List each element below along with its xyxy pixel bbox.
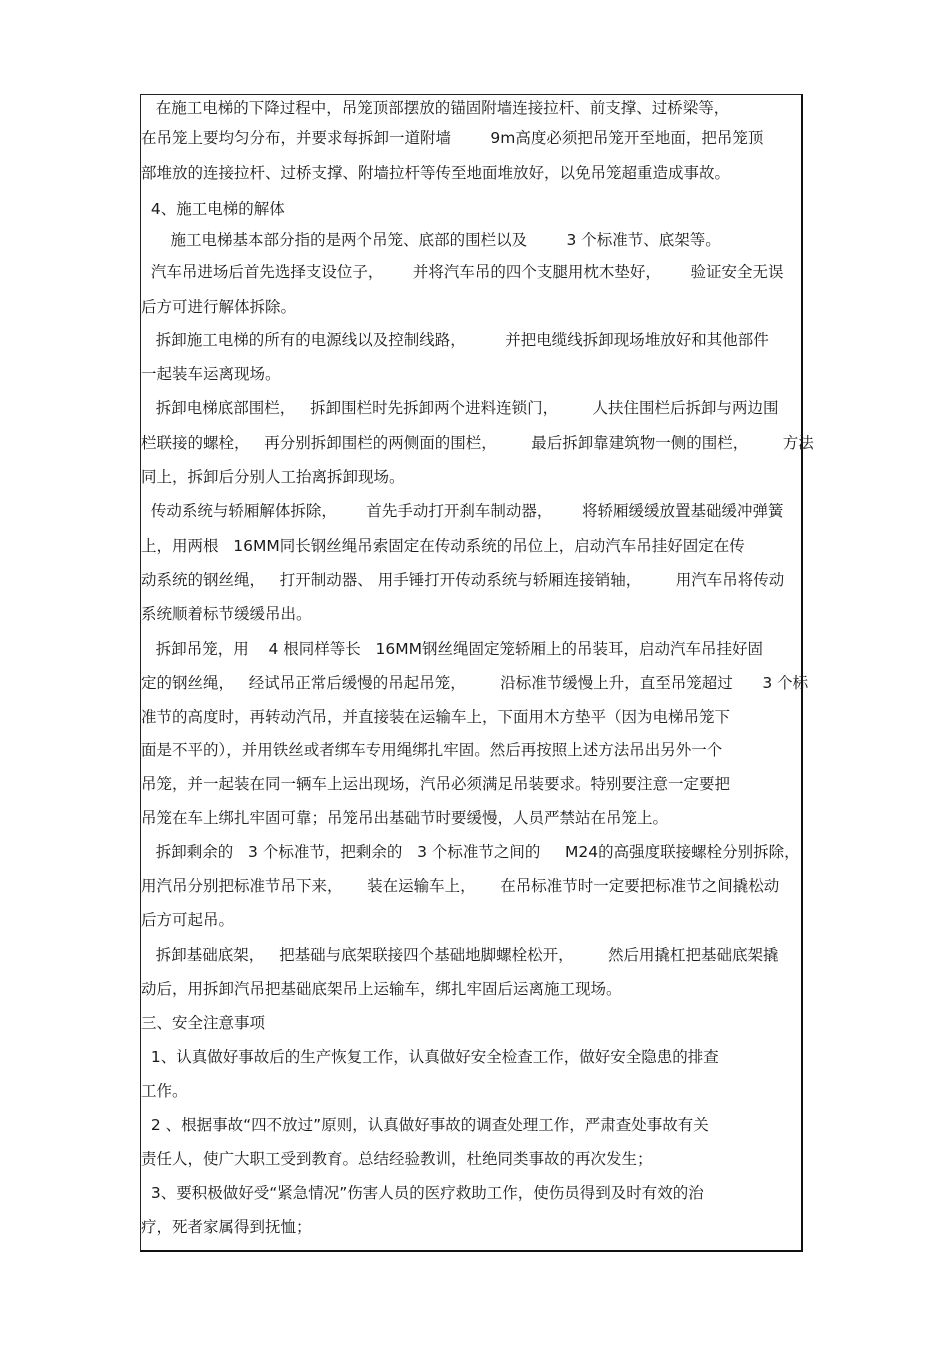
text-line: 拆卸吊笼，用 4 根同样等长 16MM钢丝绳固定笼轿厢上的吊装耳，启动汽车吊挂好固 (141, 640, 764, 658)
text-line: 同上，拆卸后分别人工抬离拆卸现场。 (141, 468, 405, 486)
text-line: 用汽吊分别把标准节吊下来， 装在运输车上， 在吊标准节时一定要把标准节之间撬松动 (141, 877, 780, 895)
text-line: 施工电梯基本部分指的是两个吊笼、底部的围栏以及 3 个标准节、底架等。 (141, 231, 721, 249)
text-line: 一起装车运离现场。 (141, 365, 281, 383)
text-line: 后方可起吊。 (141, 911, 235, 929)
text-line: 上，用两根 16MM同长钢丝绳吊索固定在传动系统的吊位上，启动汽车吊挂好固定在传 (141, 537, 745, 555)
text-line: 汽车吊进场后首先选择支设位子， 并将汽车吊的四个支腿用枕木垫好， 验证安全无误 (141, 263, 784, 281)
text-line: 在吊笼上要均匀分布，并要求每拆卸一道附墙 9m高度必须把吊笼开至地面，把吊笼顶 (141, 129, 764, 147)
text-line: 准节的高度时，再转动汽吊，并直接装在运输车上，下面用木方垫平（因为电梯吊笼下 (141, 708, 731, 726)
text-line: 4、施工电梯的解体 (141, 200, 285, 218)
text-line: 动后，用拆卸汽吊把基础底架吊上运输车，绑扎牢固后运离施工现场。 (141, 980, 622, 998)
text-line: 1、认真做好事故后的生产恢复工作，认真做好安全检查工作，做好安全隐患的排查 (141, 1048, 719, 1066)
text-line: 拆卸基础底架， 把基础与底架联接四个基础地脚螺栓松开， 然后用撬杠把基础底架撬 (141, 946, 779, 964)
text-line: 后方可进行解体拆除。 (141, 298, 297, 316)
text-line: 拆卸电梯底部围栏， 拆卸围栏时先拆卸两个进料连锁门， 人扶住围栏后拆卸与两边围 (141, 399, 779, 417)
document-body (141, 95, 814, 1255)
text-line: 吊笼在车上绑扎牢固可靠；吊笼吊出基础节时要缓慢，人员严禁站在吊笼上。 (141, 809, 669, 827)
text-line: 动系统的钢丝绳， 打开制动器、 用手锤打开传动系统与轿厢连接销轴， 用汽车吊将传动 (141, 571, 785, 589)
text-line: 系统顺着标节缓缓吊出。 (141, 605, 312, 623)
text-line: 工作。 (141, 1082, 188, 1100)
text-line: 拆卸剩余的 3 个标准节，把剩余的 3 个标准节之间的 M24的高强度联接螺栓分别拆除， (141, 843, 800, 861)
text-line: 拆卸施工电梯的所有的电源线以及控制线路， 并把电缆线拆卸现场堆放好和其他部件 (141, 331, 769, 349)
text-line: 定的钢丝绳， 经试吊正常后缓慢的吊起吊笼， 沿标准节缓慢上升，直至吊笼超过 3 个标 (141, 674, 809, 692)
text-line: 在施工电梯的下降过程中，吊笼顶部摆放的锚固附墙连接拉杆、前支撑、过桥梁等， (141, 99, 730, 117)
text-line: 责任人，使广大职工受到教育。总结经验教训，杜绝同类事故的再次发生； (141, 1150, 653, 1168)
text-line: 传动系统与轿厢解体拆除， 首先手动打开刹车制动器， 将轿厢缓缓放置基础缓冲弹簧 (141, 502, 784, 520)
text-line: 面是不平的），并用铁丝或者绑车专用绳绑扎牢固。然后再按照上述方法吊出另外一个 (141, 741, 723, 759)
text-line: 2 、根据事故“四不放过”原则，认真做好事故的调查处理工作，严肃查处事故有关 (141, 1116, 709, 1134)
text-line: 吊笼，并一起装在同一辆车上运出现场，汽吊必须满足吊装要求。特别要注意一定要把 (141, 775, 731, 793)
text-line: 部堆放的连接拉杆、过桥支撑、附墙拉杆等传至地面堆放好，以免吊笼超重造成事故。 (141, 164, 731, 182)
text-line: 栏联接的螺栓， 再分别拆卸围栏的两侧面的围栏， 最后拆卸靠建筑物一侧的围栏， 方法 (141, 434, 814, 452)
text-line: 疗，死者家属得到抚恤； (141, 1218, 312, 1236)
text-line: 三、安全注意事项 (141, 1014, 266, 1032)
text-line: 3、要积极做好受“紧急情况”伤害人员的医疗救助工作，使伤员得到及时有效的治 (141, 1184, 704, 1202)
